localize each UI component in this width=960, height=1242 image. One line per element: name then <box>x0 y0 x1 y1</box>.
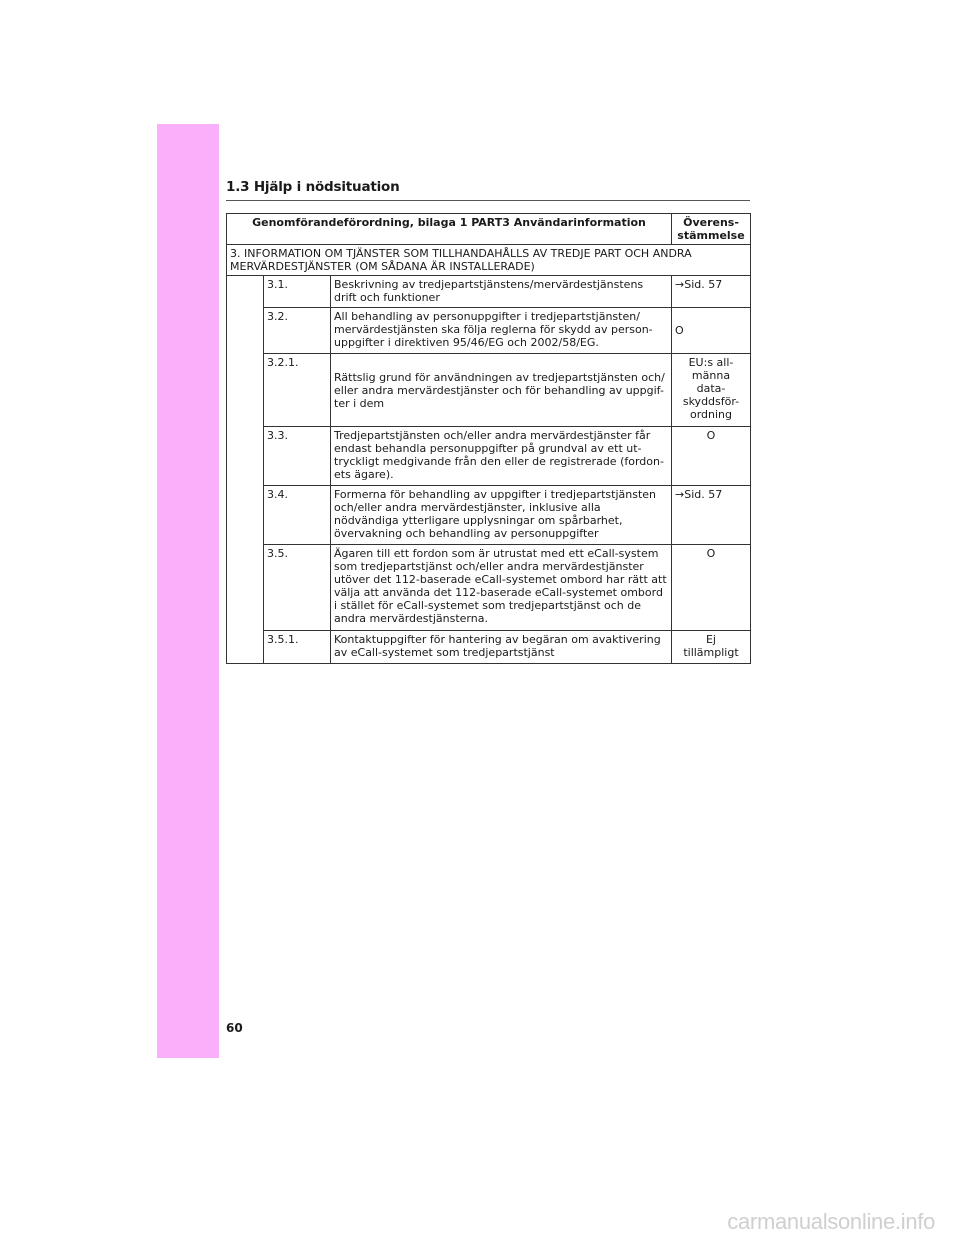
row-conformity: EU:s all- männa data- skyddsför- ordning <box>672 354 751 427</box>
row-conformity <box>672 486 751 545</box>
table-row <box>227 486 751 545</box>
row-number: 3.4. <box>264 486 331 545</box>
row-conformity: O <box>672 308 751 354</box>
table-row <box>227 427 751 486</box>
table-row <box>227 545 751 631</box>
table-row <box>227 631 751 664</box>
row-text: All behandling av personuppgifter i tredjepartstjänsten/ mervärdestjänsten ska följa reglerna för skydd av person-uppgifter i direktiven 95/46/EG och 2002/58/EG. <box>331 308 672 354</box>
arrow-right-icon: → <box>675 488 685 501</box>
page-sidebar-tab <box>157 124 219 1058</box>
section-heading: 3. INFORMATION OM TJÄNSTER SOM TILLHANDAHÅLLS AV TREDJE PART OCH ANDRA MERVÄRDESTJÄNSTER (OM SÅDANA ÄR INSTALLERADE) <box>227 245 751 276</box>
section-title: 1.3 Hjälp i nödsituation <box>226 179 400 195</box>
row-conformity: O <box>672 427 751 486</box>
row-conformity: O <box>672 545 751 631</box>
row-number: 3.5. <box>264 545 331 631</box>
row-text: Kontaktuppgifter för hantering av begäran om avaktivering av eCall-systemet som tredjepartstjänst <box>331 631 672 664</box>
title-divider <box>226 200 750 201</box>
row-text: Rättslig grund för användningen av tredjepartstjänsten och/ eller andra mervärdestjänster och för behandling av uppgif-ter i dem <box>331 354 672 427</box>
row-text: Ägaren till ett fordon som är utrustat med ett eCall-system som tredjepartstjänst och/eller andra mervärdestjänster utöver det 112-baserade eCall-systemet ombord har rätt att välja att använda det 112-baserade eCall-systemet ombord i stället för eCall-systemet som tredjepartstjänst och de andra mervärdestjänsterna. <box>331 545 672 631</box>
table-row <box>227 308 751 354</box>
table-row <box>227 276 751 308</box>
row-number: 3.2.1. <box>264 354 331 427</box>
row-text: Beskrivning av tredjepartstjänstens/mervärdestjänstens drift och funktioner <box>331 276 672 308</box>
row-number: 3.1. <box>264 276 331 308</box>
header-regulation: Genomförandeförordning, bilaga 1 PART3 Användarinformation <box>227 214 672 245</box>
table-header-row <box>227 214 751 245</box>
arrow-right-icon: → <box>675 278 685 291</box>
page-reference-link[interactable]: Sid. 57 <box>684 278 723 291</box>
indent-cell <box>227 276 264 664</box>
row-number: 3.5.1. <box>264 631 331 664</box>
row-conformity <box>672 276 751 308</box>
page-number: 60 <box>226 1021 243 1035</box>
page-reference-link[interactable]: Sid. 57 <box>684 488 723 501</box>
header-conformity: Överens- stämmelse <box>672 214 751 245</box>
table-section-row <box>227 245 751 276</box>
user-information-table <box>226 213 751 664</box>
row-number: 3.3. <box>264 427 331 486</box>
watermark-text: carmanualsonline.info <box>727 1209 935 1234</box>
table-row <box>227 354 751 427</box>
row-conformity: Ej tillämpligt <box>672 631 751 664</box>
row-number: 3.2. <box>264 308 331 354</box>
row-text: Tredjepartstjänsten och/eller andra mervärdestjänster får endast behandla personuppgifter på grundval av ett ut-tryckligt medgivande från den eller de registrerade (fordon-ets ägare). <box>331 427 672 486</box>
row-text: Formerna för behandling av uppgifter i tredjepartstjänsten och/eller andra mervärdestjänster, inklusive alla nödvändiga ytterligare upplysningar om spårbarhet, övervakning och behandling av personuppgifter <box>331 486 672 545</box>
